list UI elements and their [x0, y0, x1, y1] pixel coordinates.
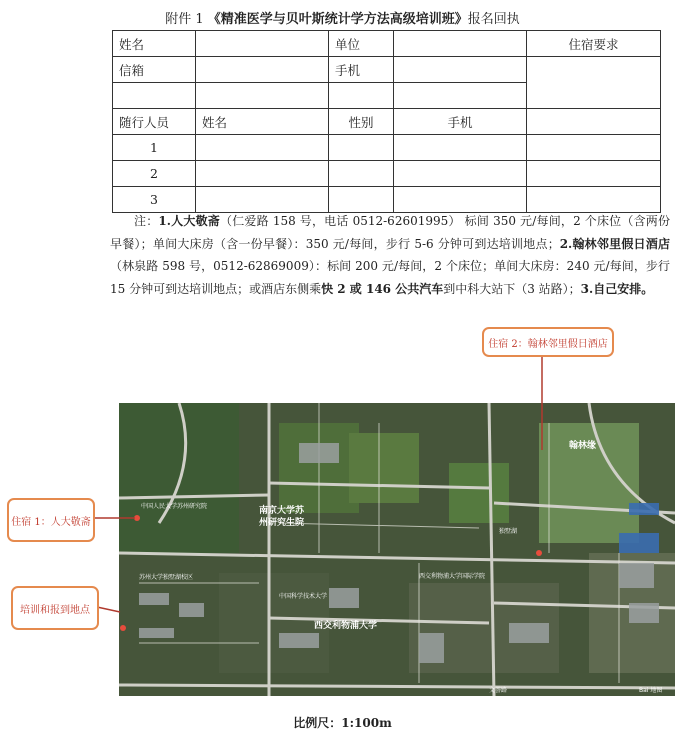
- map-label-xjtu-bldg: 西交利物浦大学国际学院: [419, 573, 486, 580]
- hotel1-name: 1.人大敬斋: [158, 214, 220, 228]
- map-label-ustc: 中国科学技术大学: [279, 593, 328, 600]
- lodging-label: 住宿要求: [527, 31, 661, 57]
- mobile-label: 手机: [329, 57, 394, 83]
- attachment-label: 附件 1: [165, 12, 208, 27]
- map-label-nanjing: 南京大学苏: [259, 506, 305, 516]
- hotel1-details: （仁爱路 158 号，电话 0512-62601995） 标间 350 元/每间，2 个床位（含两份早餐）；单间大床房（含一份早餐）：350 元/每间，步行 5-6 分钟可到达培训地点；: [110, 214, 670, 251]
- companion-gender-header: 性别: [329, 109, 394, 135]
- receipt-label: 报名回执: [467, 12, 520, 27]
- row-number: 2: [113, 161, 196, 187]
- hotel1-callout: 住宿 1：人大敬斋: [7, 498, 95, 542]
- map-label-dushu: 独墅湖: [499, 528, 518, 535]
- bus-stop: 到中科大站下（3 站路）；: [443, 281, 581, 296]
- map-label-nanjing-2: 州研究生院: [259, 518, 305, 528]
- row-number: 1: [113, 135, 196, 161]
- map-label-road: 文荟路: [489, 687, 508, 694]
- companions-label: 随行人员: [113, 109, 196, 135]
- map-label-baidu: Bai 地图: [639, 687, 663, 694]
- note-lead: 注：: [134, 214, 159, 228]
- map-label-renda: 中国人民大学苏州研究院: [141, 503, 208, 510]
- row-number: 3: [113, 187, 196, 213]
- course-title: 《精准医学与贝叶斯统计学方法高级培训班》: [207, 12, 468, 27]
- map-label-hanlin: 翰林缘: [569, 441, 597, 451]
- map-label-xjtu: 西交利物浦大学: [314, 621, 378, 631]
- hotel2-details: （林泉路 598 号，0512-62869009）：标间 200 元/每间，2 个床位；单间大床房：240 元/每间，步行 15 分钟可到达培训地点；或酒店东侧乘: [110, 259, 670, 296]
- hotel2-callout: 住宿 2：翰林邻里假日酒店: [482, 327, 614, 357]
- option3: 3.自己安排。: [580, 281, 654, 296]
- companion-name-header: 姓名: [196, 109, 329, 135]
- unit-label: 单位: [329, 31, 394, 57]
- training-callout: 培训和报到地点: [11, 586, 99, 630]
- email-label: 信箱: [113, 57, 196, 83]
- companion-mobile-header: 手机: [394, 109, 527, 135]
- hotel2-name: 2.翰林邻里假日酒店: [559, 236, 671, 251]
- map-label-suda: 苏州大学独墅湖校区: [139, 574, 194, 581]
- name-label: 姓名: [113, 31, 196, 57]
- map-scale: 比例尺：1:100m: [293, 716, 392, 730]
- bus-route: 快 2 或 146 公共汽车: [321, 281, 444, 296]
